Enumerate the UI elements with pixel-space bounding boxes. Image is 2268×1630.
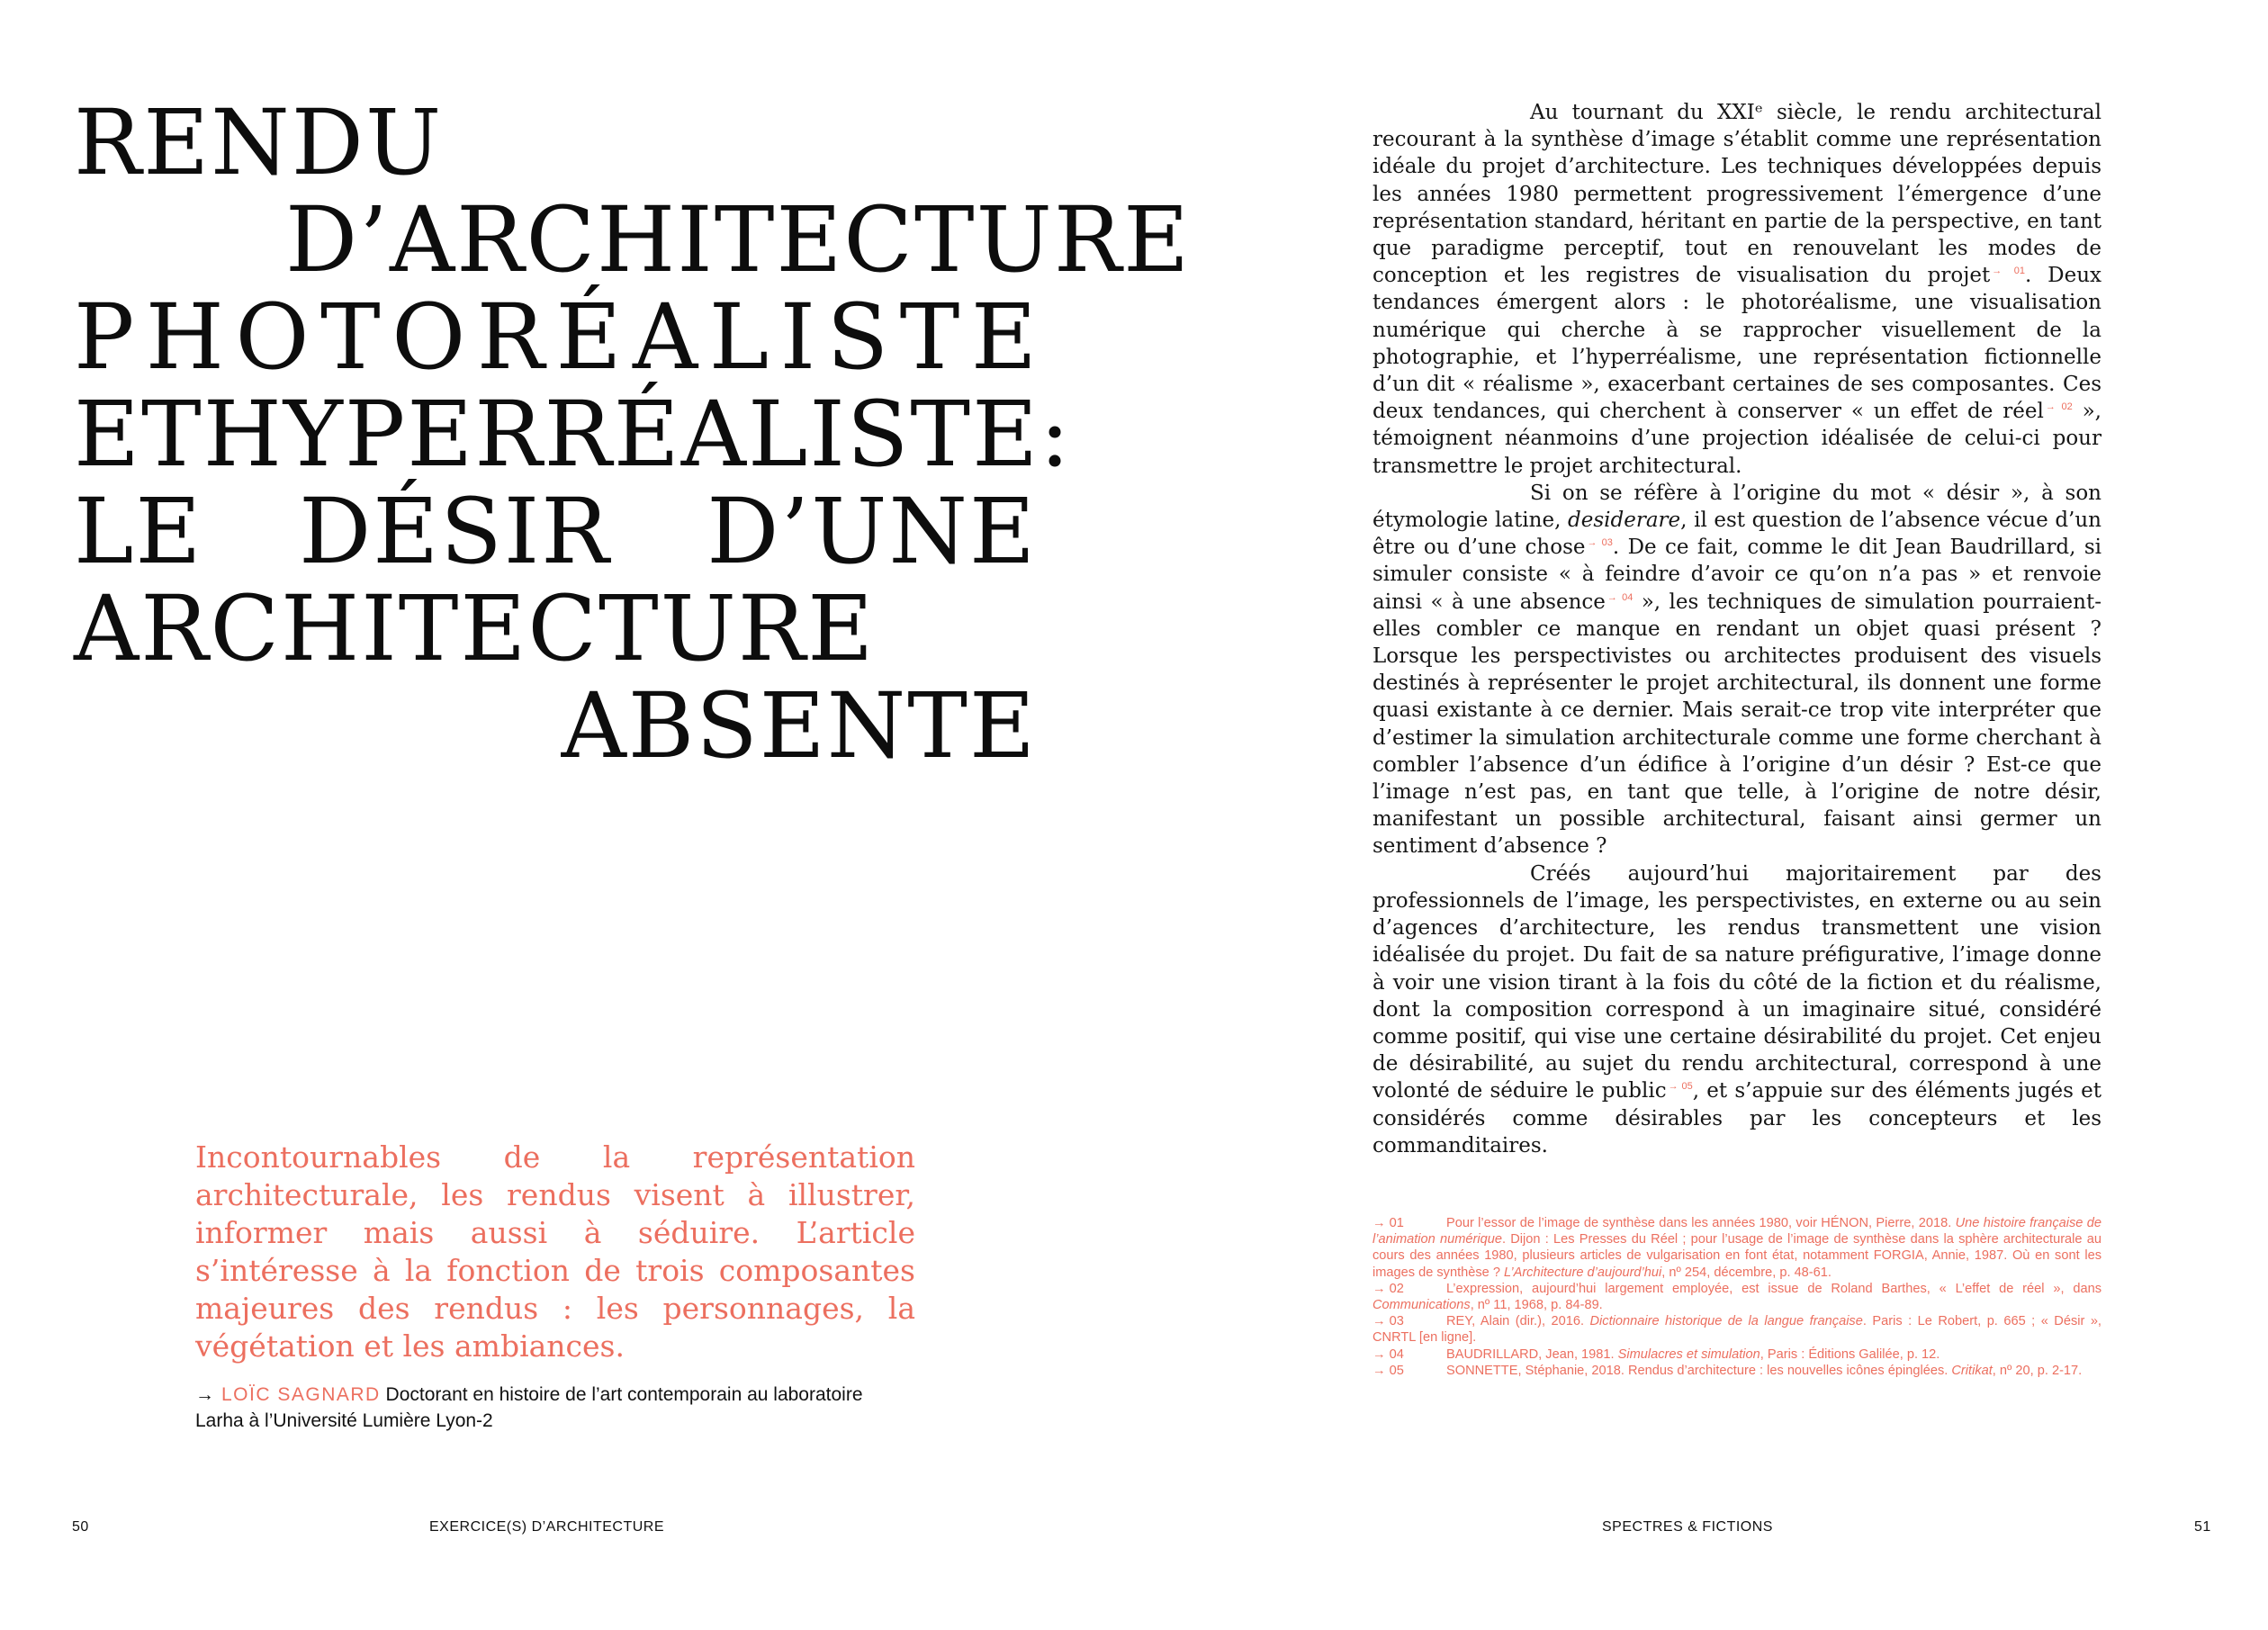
title-word: ET: [74, 382, 203, 487]
title-letter: P: [74, 284, 135, 390]
footnote-ref[interactable]: → 05: [1668, 1081, 1693, 1093]
title-line: ABSENTE: [561, 673, 1037, 779]
footnote: → 01 Pour l’essor de l’image de synthèse dans les années 1980, voir HÉNON, Pierre, 2018. Une histoire française de l’animation numérique. Dijon : Les Presses du Réel ; pour l’usage de l’image de synthèse dans la sphère architecturale au cours des années 1980, plusieurs articles de vulgarisation en font état, notamment FORGIA, Annie, 1987. Où en sont les images de synthèse ? L’Architecture d’aujourd’hui, nº 254, décembre, p. 48-61.: [1372, 1216, 2102, 1280]
page-number: 51: [2194, 1519, 2211, 1535]
footnote-ref[interactable]: → 04: [1606, 591, 1634, 603]
title-letter: S: [826, 284, 889, 390]
title-word: DÉSIR: [299, 479, 611, 584]
italic-text: desiderare: [1568, 509, 1681, 533]
italic-text: Simulacres et simulation: [1617, 1346, 1760, 1362]
footnote: → 04 BAUDRILLARD, Jean, 1981. Simulacres et simulation, Paris : Éditions Galilée, p. 12.: [1372, 1346, 1940, 1362]
footnote: → 02 L’expression, aujourd’hui largement employée, est issue de Roland Barthes, « L’effet de réel », dans Communications, nº 11, 1968, p. 84-89.: [1372, 1281, 2102, 1313]
italic-text: Dictionnaire historique de la langue française: [1589, 1314, 1863, 1329]
title-word: LE: [74, 479, 203, 584]
italic-text: Critikat: [1951, 1363, 1993, 1378]
title-letter: L: [708, 284, 770, 390]
article-lead: Incontournables de la représentation architecturale, les rendus visent à illustrer, informer mais aussi à séduire. L’article s’intéresse à la fonction de trois composantes majeures des rendus : les personnages, la végétation et les ambiances.: [195, 1139, 915, 1364]
footnote-ref[interactable]: → 03: [1587, 537, 1613, 549]
footnote-number: → 02: [1372, 1281, 1404, 1296]
title-line: ARCHITECTURE: [74, 576, 876, 681]
title-line: [74, 284, 1037, 390]
running-head: EXERCICE(S) D’ARCHITECTURE: [429, 1519, 665, 1535]
title-word: :: [1040, 382, 1072, 487]
title-letter: T: [899, 284, 960, 390]
italic-text: Une histoire française de l’animation numérique: [1372, 1216, 2102, 1247]
footnote: → 03 REY, Alain (dir.), 2016. Dictionnaire historique de la langue française. Paris : Le Robert, p. 665 ; « Désir », CNRTL [en ligne].: [1372, 1314, 2102, 1346]
right-page: [1134, 0, 2268, 1630]
article-body: [1372, 99, 2102, 1159]
page-number: 50: [72, 1519, 89, 1535]
title-letter: I: [779, 284, 816, 390]
footnote-number: → 05: [1372, 1363, 1404, 1378]
title-line: [74, 382, 1072, 487]
title-letter: A: [632, 284, 698, 390]
title-letter: R: [476, 284, 544, 390]
title-letter: O: [392, 284, 466, 390]
title-word: HYPERRÉALISTE: [202, 382, 1040, 487]
footnote-number: → 03: [1372, 1314, 1404, 1329]
author-name: LOÏC SAGNARD: [221, 1384, 381, 1405]
footnote-number: → 01: [1372, 1216, 1404, 1230]
running-head: SPECTRES & FICTIONS: [1602, 1519, 1773, 1535]
article-title: [74, 90, 1192, 779]
title-line: RENDU: [74, 90, 444, 195]
title-line: D’ARCHITECTURE: [285, 187, 1192, 293]
italic-text: L’Architecture d’aujourd’hui: [1504, 1265, 1662, 1280]
title-letter: O: [235, 284, 310, 390]
title-letter: É: [555, 284, 622, 390]
footnote: → 05 SONNETTE, Stéphanie, 2018. Rendus d’architecture : les nouvelles icônes épinglées. Critikat, nº 20, p. 2-17.: [1372, 1363, 2083, 1378]
footnote-ref[interactable]: → 01: [1992, 266, 2026, 277]
author-credit: [195, 1382, 915, 1434]
italic-text: Communications: [1372, 1298, 1471, 1313]
footnotes: [1372, 1215, 2102, 1379]
title-letter: T: [320, 284, 381, 390]
title-letter: H: [145, 284, 225, 390]
body-paragraph: Si on se réfère à l’origine du mot « désir », à son étymologie latine, desiderare, il est question de l’absence vécue d’un être ou d’une chose $^{\to 03}$. De ce fait, comme le dit Jean Baudrillard, si simuler consiste « à feindre d’avoir ce qu’on n’a pas » et renvoie ainsi « à une absence $^{\to 04}$ », les techniques de simulation pourraient-elles combler ce manque en rendant un objet quasi présent ? Lorsque les perspectivistes ou architectes produisent des visuels destinés à représenter le projet architectural, ils donnent une forme quasi existante à ce dernier. Mais serait-ce trop vite interpréter que d’estimer la simulation architecturale comme une forme cherchant à combler l’absence d’un édifice à l’origine d’un désir ? Est-ce que l’image n’est pas, en tant que telle, à l’origine de notre désir, manifestant un possible architectural, faisant ainsi germer un sentiment d’absence ?: [1372, 481, 2102, 859]
body-paragraph: Créés aujourd’hui majoritairement par des professionnels de l’image, les perspectivistes, en externe ou au sein d’agences d’architecture, les rendus transmettent une vision idéalisée du projet. Du fait de sa nature préfigurative, l’image donne à voir une vision tirant à la fois du côté de la fiction et du réalisme, dont la composition correspond à un imaginaire situé, considéré comme positif, qui vise une certaine désirabilité du projet. Cet enjeu de désirabilité, au sujet du rendu architectural, correspond à une volonté de séduire le public $^{\to 05}$, et s’appuie sur des éléments jugés et considérés comme désirables par les concepteurs et les commanditaires.: [1372, 861, 2102, 1157]
body-paragraph: Au tournant du XXIᵉ siècle, le rendu architectural recourant à la synthèse d’image s’établit comme une représentation idéale du projet d’architecture. Les techniques développées depuis les années 1980 permettent progressivement l’émergence d’une représentation standard, héritant en partie de la perspective, en tant que paradigme perceptif, tout en renouvelant les modes de conception et les registres de visualisation du projet $^{\to 01}$. Deux tendances émergent alors : le photoréalisme, une visualisation numérique qui cherche à se rapprocher visuellement de la photographie, et l’hyperréalisme, une représentation fictionnelle d’un dit « réalisme », exacerbant certaines de ses composantes. Ces deux tendances, qui cherchent à conserver « un effet de réel $^{\to 02}$ », témoignent néanmoins d’une projection idéalisée de celui-ci pour transmettre le projet architectural.: [1372, 101, 2102, 478]
footnote-ref[interactable]: → 02: [2045, 401, 2073, 413]
title-word: D’UNE: [706, 479, 1037, 584]
arrow-icon: →: [195, 1384, 214, 1405]
footnote-number: → 04: [1372, 1346, 1404, 1362]
author-bio: Doctorant en histoire de l’art contemporain au laboratoire Larha à l’Université Lumière Lyon-2: [195, 1384, 863, 1431]
title-line: [74, 479, 1037, 584]
title-letter: E: [970, 284, 1037, 390]
